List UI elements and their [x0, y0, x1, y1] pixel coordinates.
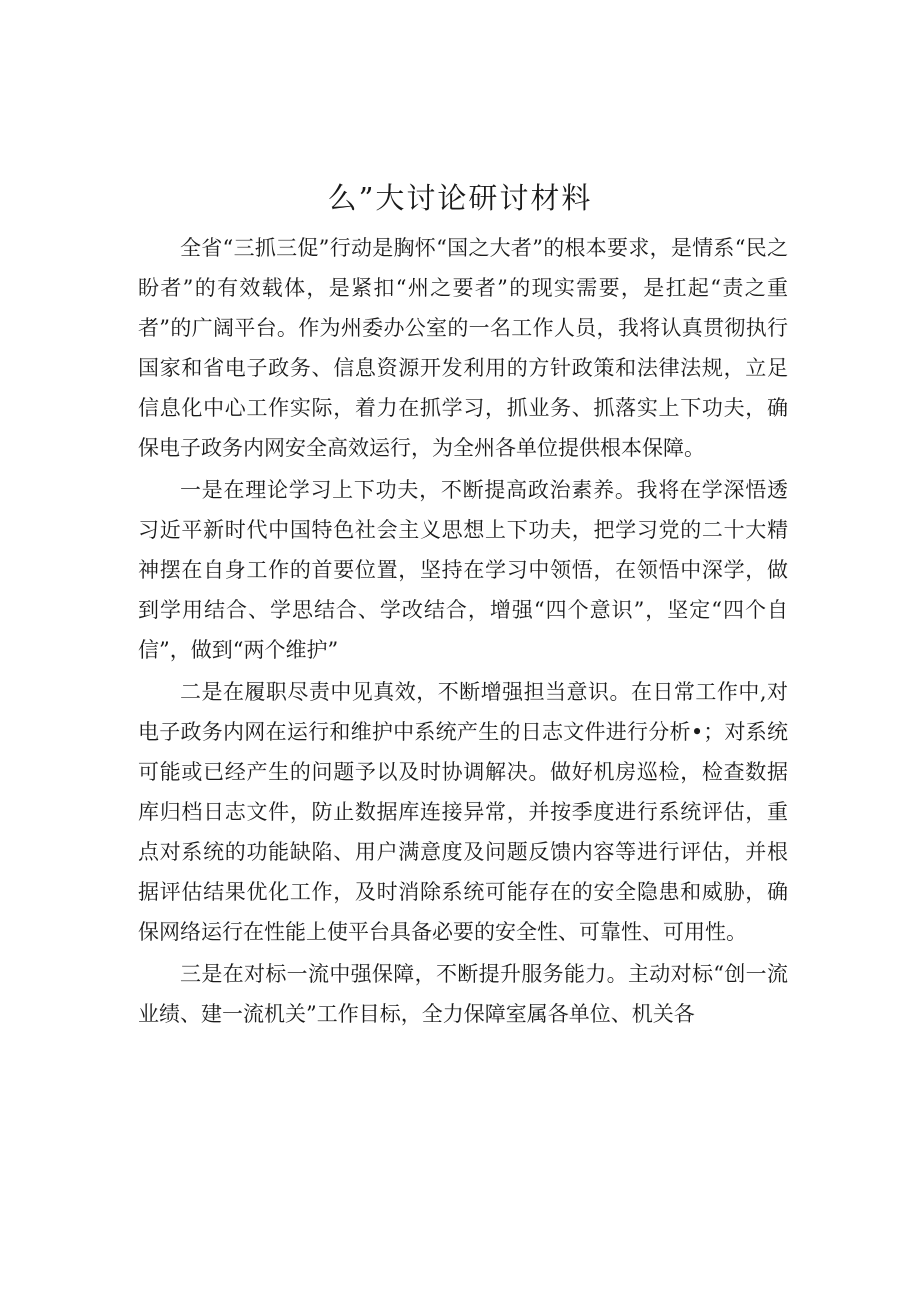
- document-title: 么”大讨论研讨材料: [327, 181, 593, 215]
- paragraph-intro: 全省“三抓三促”行动是胸怀“国之大者”的根本要求，是情系“民之盼者”的有效载体，是紧扣“州之要者”的现实需要，是扛起“责之重者”的广阔平台。作为州委办公室的一名工作人员，我将认真贯彻执行国家和省电子政务、信息资源开发利用的方针政策和法律法规，立足信息化中心工作实际，着力在抓学习，抓业务、抓落实上下功夫，确保电子政务内网安全高效运行，为全州各单位提供根本保障。: [138, 236, 788, 460]
- document-body: [138, 228, 788, 1034]
- paragraph-theory-study: 一是在理论学习上下功夫，不断提高政治素养。我将在学深悟透习近平新时代中国特色社会主义思想上下功夫，把学习党的二十大精神摆在自身工作的首要位置，坚持在学习中领悟，在领悟中深学，做到学用结合、学思结合、学改结合，增强“四个意识”，坚定“四个自信”，做到“两个维护”: [138, 478, 788, 662]
- paragraph-duty-performance: 二是在履职尽责中见真效，不断增强担当意识。在日常工作中,对电子政务内网在运行和维护中系统产生的日志文件进行分析•；对系统可能或已经产生的问题予以及时协调解决。做好机房巡检，检查数据库归档日志文件，防止数据库连接异常，并按季度进行系统评估，重点对系统的功能缺陷、用户满意度及问题反馈内容等进行评估，并根据评估结果优化工作，及时消除系统可能存在的安全隐患和威胁，确保网络运行在性能上使平台具备必要的安全性、可靠性、可用性。: [138, 680, 788, 944]
- paragraph-service-capability: 三是在对标一流中强保障，不断提升服务能力。主动对标“创一流业绩、建一流机关”工作目标，全力保障室属各单位、机关各: [138, 962, 788, 1026]
